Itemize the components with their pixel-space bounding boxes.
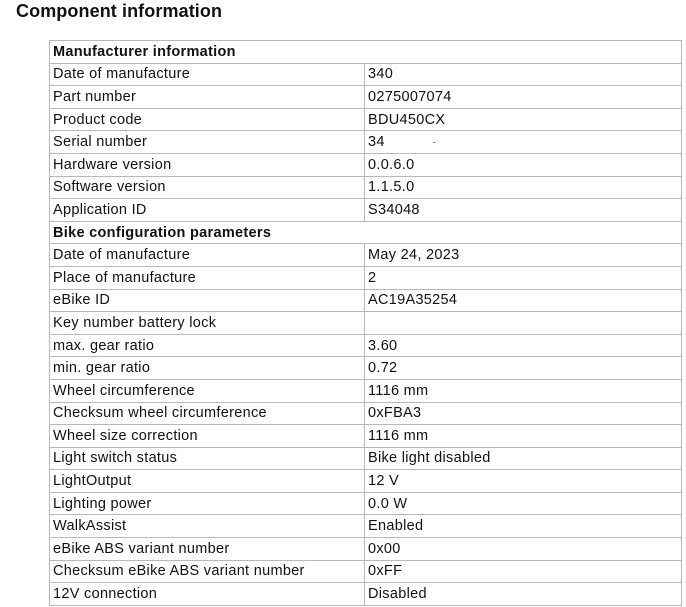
row-value: Disabled bbox=[365, 583, 682, 606]
table-row bbox=[50, 244, 682, 267]
table-row bbox=[50, 538, 682, 561]
section-title-manufacturer-information: Manufacturer information bbox=[50, 41, 682, 64]
row-label: eBike ID bbox=[50, 289, 365, 312]
row-value: 0xFF bbox=[365, 560, 682, 583]
row-label: LightOutput bbox=[50, 470, 365, 493]
row-value: 0.0.6.0 bbox=[365, 153, 682, 176]
row-value: BDU450CX bbox=[365, 108, 682, 131]
row-value: 0xFBA3 bbox=[365, 402, 682, 425]
row-value: 0x00 bbox=[365, 538, 682, 561]
table-row bbox=[50, 86, 682, 109]
table-row bbox=[50, 402, 682, 425]
table-row bbox=[50, 63, 682, 86]
table-row bbox=[50, 379, 682, 402]
table-row bbox=[50, 492, 682, 515]
row-value: 1.1.5.0 bbox=[365, 176, 682, 199]
table-row bbox=[50, 289, 682, 312]
table-row bbox=[50, 560, 682, 583]
table-row bbox=[50, 515, 682, 538]
table-row bbox=[50, 334, 682, 357]
row-label: Date of manufacture bbox=[50, 244, 365, 267]
row-label: Date of manufacture bbox=[50, 63, 365, 86]
component-info-table bbox=[49, 40, 682, 606]
row-label: Part number bbox=[50, 86, 365, 109]
table-row bbox=[50, 199, 682, 222]
row-label: Key number battery lock bbox=[50, 312, 365, 335]
row-value: AC19A35254 bbox=[365, 289, 682, 312]
table-row bbox=[50, 131, 682, 154]
table-row bbox=[50, 447, 682, 470]
table-row bbox=[50, 312, 682, 335]
section-header-row bbox=[50, 221, 682, 244]
row-value: 2 bbox=[365, 266, 682, 289]
table-row bbox=[50, 108, 682, 131]
row-value: Bike light disabled bbox=[365, 447, 682, 470]
row-label: Wheel circumference bbox=[50, 379, 365, 402]
redaction-mark bbox=[433, 142, 436, 143]
section-title-bike-configuration-parameters: Bike configuration parameters bbox=[50, 221, 682, 244]
row-label: Checksum wheel circumference bbox=[50, 402, 365, 425]
table-row bbox=[50, 470, 682, 493]
row-label: Serial number bbox=[50, 131, 365, 154]
row-label: Software version bbox=[50, 176, 365, 199]
row-label: Light switch status bbox=[50, 447, 365, 470]
row-label: Wheel size correction bbox=[50, 425, 365, 448]
section-header-row bbox=[50, 41, 682, 64]
table-row bbox=[50, 425, 682, 448]
row-label: WalkAssist bbox=[50, 515, 365, 538]
row-value: 3.60 bbox=[365, 334, 682, 357]
row-label: Checksum eBike ABS variant number bbox=[50, 560, 365, 583]
row-label: Hardware version bbox=[50, 153, 365, 176]
page-title: Component information bbox=[16, 1, 223, 21]
row-value: S34048 bbox=[365, 199, 682, 222]
row-label: Lighting power bbox=[50, 492, 365, 515]
table-row bbox=[50, 583, 682, 606]
table-row bbox=[50, 176, 682, 199]
table-row bbox=[50, 357, 682, 380]
row-value: Enabled bbox=[365, 515, 682, 538]
row-value: 1116 mm bbox=[365, 425, 682, 448]
row-value-serial-number bbox=[365, 131, 682, 154]
row-label: Product code bbox=[50, 108, 365, 131]
row-value: 0275007074 bbox=[365, 86, 682, 109]
row-value: 0.0 W bbox=[365, 492, 682, 515]
row-label: Application ID bbox=[50, 199, 365, 222]
table-row bbox=[50, 266, 682, 289]
row-value: 0.72 bbox=[365, 357, 682, 380]
component-info-body bbox=[50, 41, 682, 606]
row-label: max. gear ratio bbox=[50, 334, 365, 357]
row-value: 1116 mm bbox=[365, 379, 682, 402]
row-value: May 24, 2023 bbox=[365, 244, 682, 267]
row-label: eBike ABS variant number bbox=[50, 538, 365, 561]
row-value: 340 bbox=[365, 63, 682, 86]
row-value: 12 V bbox=[365, 470, 682, 493]
table-row bbox=[50, 153, 682, 176]
row-label: Place of manufacture bbox=[50, 266, 365, 289]
row-label: min. gear ratio bbox=[50, 357, 365, 380]
serial-number-value: 34 bbox=[368, 134, 385, 151]
row-value bbox=[365, 312, 682, 335]
row-label: 12V connection bbox=[50, 583, 365, 606]
